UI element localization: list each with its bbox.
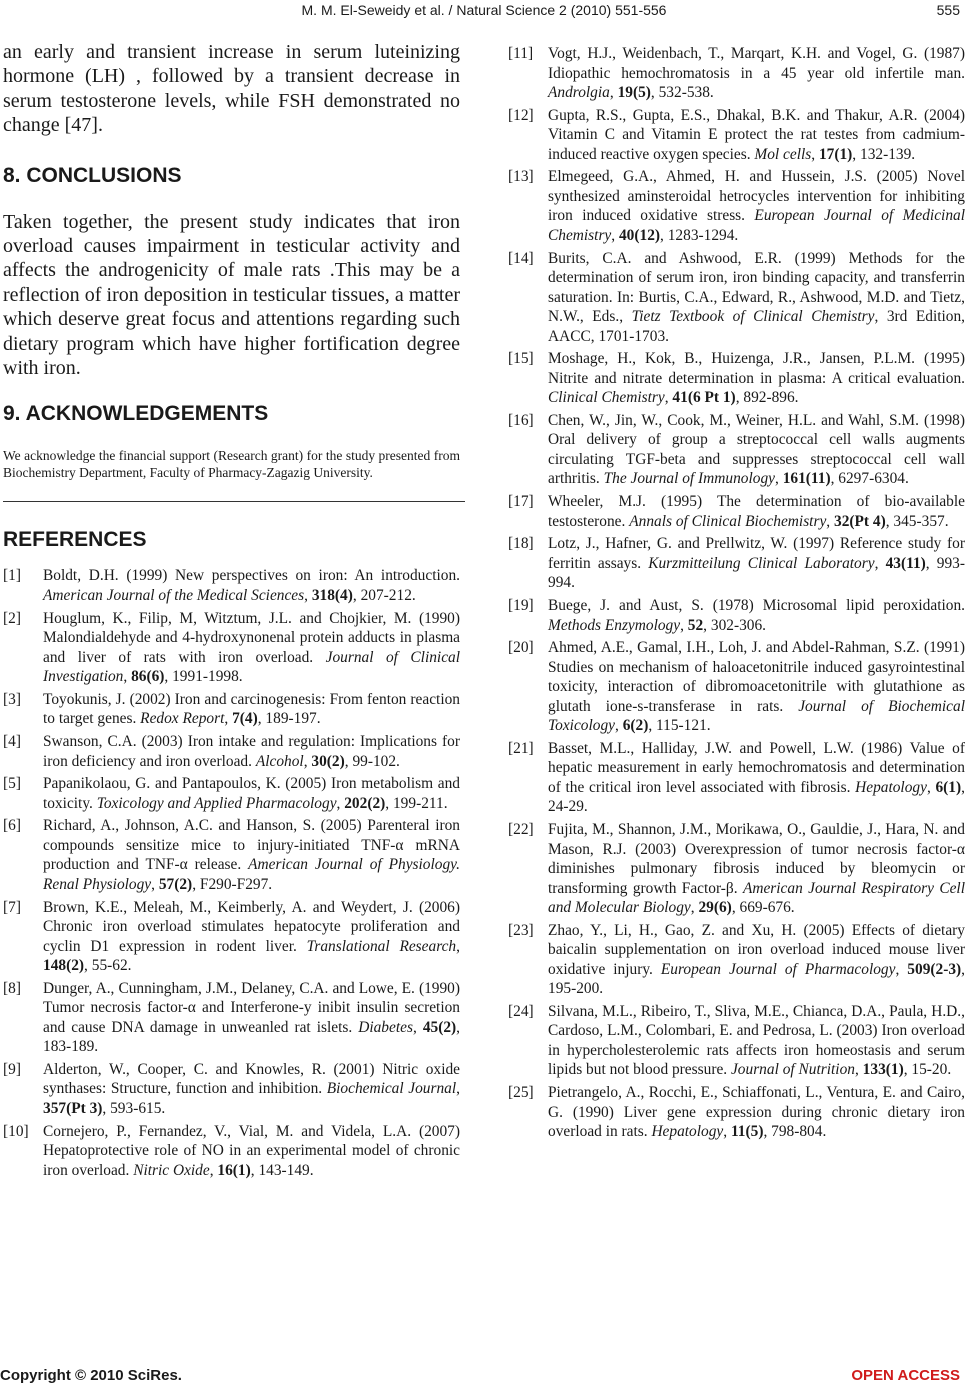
reference-authors-title: Wheeler, M.J. (1995) The determination of bio-available testosterone. bbox=[548, 493, 965, 530]
copyright-notice: Copyright © 2010 SciRes. bbox=[0, 1367, 182, 1384]
reference-pages: , 55-62. bbox=[84, 957, 132, 975]
reference-volume: 52 bbox=[687, 616, 704, 634]
reference-pages: , 6297-6304. bbox=[830, 470, 909, 488]
reference-number: [1] bbox=[3, 567, 21, 585]
reference-item bbox=[3, 566, 460, 605]
reference-authors-title: Alderton, W., Cooper, C. and Knowles, R. (2001) Nitric oxide synthases: Structure, function and inhibition. bbox=[43, 1060, 460, 1098]
reference-list-left bbox=[3, 566, 460, 1180]
reference-pages: , 195-200. bbox=[548, 960, 966, 998]
reference-volume: 45(2) bbox=[422, 1018, 457, 1036]
reference-number: [11] bbox=[508, 45, 534, 62]
reference-number: [20] bbox=[508, 639, 534, 657]
reference-item bbox=[508, 249, 965, 347]
reference-separator: , bbox=[456, 1080, 460, 1098]
reference-authors-title: Lotz, J., Hafner, G. and Prellwitz, W. (1997) Reference study for ferritin assays. bbox=[548, 535, 965, 572]
reference-item bbox=[508, 106, 965, 165]
reference-journal: Kurzmitteilung Clinical Laboratory bbox=[648, 554, 875, 572]
reference-journal: European Journal of Medicinal Chemistry bbox=[548, 207, 965, 244]
reference-pages: , 669-676. bbox=[731, 899, 795, 917]
reference-item bbox=[508, 44, 965, 103]
reference-item bbox=[3, 690, 460, 729]
reference-item bbox=[508, 596, 965, 635]
open-access-label: OPEN ACCESS bbox=[851, 1367, 960, 1384]
reference-authors-title: Boldt, D.H. (1999) New perspectives on iron: An introduction. bbox=[43, 567, 460, 585]
reference-pages: , 189-197. bbox=[257, 710, 321, 728]
reference-journal: Toxicology and Applied Pharmacology bbox=[96, 794, 337, 812]
reference-volume: 509(2-3) bbox=[907, 960, 962, 978]
reference-item bbox=[3, 732, 460, 771]
reference-item bbox=[508, 820, 965, 918]
reference-authors-title: Dunger, A., Cunningham, J.M., Delaney, C.A. and Lowe, E. (1990) Tumor necrosis factor-α and Interferone-y inibit insulin secretion and cause DNA damage in unweanled rat islets. bbox=[43, 979, 460, 1036]
reference-number: [15] bbox=[508, 350, 534, 368]
reference-volume: 41(6 Pt 1) bbox=[672, 389, 736, 407]
reference-journal: Clinical Chemistry bbox=[548, 389, 665, 407]
running-head-title: M. M. El-Seweidy et al. / Natural Science 2 (2010) 551-556 bbox=[301, 2, 667, 18]
reference-separator: , 3rd Edition, AACC, 1701-1703. bbox=[548, 308, 966, 345]
reference-journal: Tietz Textbook of Clinical Chemistry bbox=[631, 308, 875, 326]
right-column bbox=[508, 44, 965, 1145]
reference-volume: 29(6) bbox=[698, 899, 732, 917]
acknowledgements-heading: 9. ACKNOWLEDGEMENTS bbox=[3, 402, 269, 426]
reference-journal: Hepatology bbox=[651, 1123, 724, 1141]
reference-separator: , bbox=[224, 710, 233, 728]
reference-authors-title: Ahmed, A.E., Gamal, I.H., Loh, J. and Abdel-Rahman, S.Z. (1991) Studies on mechanism of haloacetonitrile induced gasyrointestinal toxicity, interaction of dibromoacetonitrile with glutathione as glutath ione-s-transferase in rats. bbox=[548, 639, 965, 715]
reference-volume: 17(1) bbox=[818, 145, 853, 163]
reference-separator: , bbox=[303, 752, 312, 770]
reference-authors-title: Zhao, Y., Li, H., Gao, Z. and Xu, H. (2005) Effects of dietary baicalin supplementation on iron overload induced mouse liver oxidative injury. bbox=[548, 921, 965, 978]
reference-number: [21] bbox=[508, 739, 534, 757]
reference-number: [24] bbox=[508, 1002, 534, 1020]
reference-authors-title: Brown, K.E., Meleah, M., Keimberly, A. and Weydert, J. (2006) Chronic iron overload stimulates hepatocyte proliferation and cyclin D1 expression in rodent liver. bbox=[43, 898, 460, 955]
reference-volume: 57(2) bbox=[158, 875, 193, 893]
reference-pages: , 532-538. bbox=[650, 84, 714, 101]
intro-paragraph: an early and transient increase in serum luteinizing hormone (LH) , followed by a transient decrease in serum testosterone levels, while FSH demonstrated no change [47]. bbox=[3, 41, 460, 137]
reference-separator: , bbox=[680, 616, 688, 634]
reference-pages: , 132-139. bbox=[852, 145, 916, 163]
reference-separator: , bbox=[123, 668, 132, 686]
reference-item bbox=[508, 1083, 965, 1142]
reference-volume: 6(1) bbox=[935, 778, 962, 796]
reference-list-right bbox=[508, 44, 965, 1142]
reference-journal: Journal of Biochemical Toxicology bbox=[548, 697, 965, 735]
reference-pages: , 892-896. bbox=[735, 389, 799, 407]
reference-item bbox=[508, 638, 965, 736]
reference-authors-title: Toyokunis, J. (2002) Iron and carcinogenesis: From fenton reaction to target genes. bbox=[43, 690, 460, 728]
reference-separator: , bbox=[304, 586, 312, 604]
reference-volume: 40(12) bbox=[618, 226, 661, 244]
reference-separator: , bbox=[723, 1123, 731, 1141]
reference-item bbox=[508, 349, 965, 408]
reference-number: [6] bbox=[3, 817, 21, 835]
reference-journal: Journal of Clinical Investigation bbox=[43, 648, 461, 686]
reference-pages: , F290-F297. bbox=[192, 875, 273, 893]
reference-journal: Translational Research bbox=[306, 937, 457, 955]
reference-authors-title: Moshage, H., Kok, B., Huizenga, J.R., Jansen, P.L.M. (1995) Nitrite and nitrate determination in plasma: A critical evaluation. bbox=[548, 350, 965, 387]
reference-separator: , bbox=[874, 554, 886, 572]
reference-item bbox=[508, 492, 965, 531]
reference-number: [18] bbox=[508, 535, 534, 553]
reference-pages: , 99-102. bbox=[344, 752, 400, 770]
reference-pages: , 993-994. bbox=[548, 554, 965, 592]
reference-number: [7] bbox=[3, 898, 21, 916]
conclusions-heading: 8. CONCLUSIONS bbox=[3, 163, 182, 187]
reference-authors-title: Pietrangelo, A., Rocchi, E., Schiaffonati, L., Ventura, E. and Cairo, G. (1990) Liver gene expression during chronic dietary iron overload in rats. bbox=[548, 1084, 965, 1141]
reference-number: [19] bbox=[508, 597, 534, 614]
reference-volume: 357(Pt 3) bbox=[43, 1099, 103, 1117]
reference-number: [16] bbox=[508, 411, 534, 429]
reference-pages: , 593-615. bbox=[102, 1099, 166, 1117]
reference-journal: American Journal of Physiology. Renal Physiology bbox=[43, 856, 460, 893]
reference-journal: American Journal of the Medical Sciences bbox=[43, 586, 305, 604]
reference-journal: Journal of Nutrition bbox=[730, 1061, 855, 1079]
reference-pages: , 183-189. bbox=[43, 1018, 461, 1056]
reference-pages: , 345-357. bbox=[885, 512, 949, 530]
reference-number: [8] bbox=[3, 979, 21, 997]
reference-volume: 11(5) bbox=[730, 1123, 764, 1141]
reference-journal: Nitric Oxide bbox=[133, 1161, 210, 1179]
reference-volume: 30(2) bbox=[311, 752, 345, 770]
reference-separator: , bbox=[611, 226, 619, 244]
reference-number: [23] bbox=[508, 921, 534, 939]
reference-authors-title: Silvana, M.L., Ribeiro, T., Sliva, M.E., Chianca, D.A., Paula, H.D., Cardoso, L.M., Colombari, E. and Pedrosa, L. (2003) Iron overload in hypercholesterolemic rats affects iron homeostasis and serum lipids but not blood pressure. bbox=[548, 1002, 965, 1079]
reference-number: [12] bbox=[508, 106, 534, 124]
reference-pages: , 15-20. bbox=[903, 1061, 952, 1079]
reference-number: [10] bbox=[3, 1122, 29, 1140]
reference-journal: The Journal of Immunology bbox=[603, 470, 775, 488]
reference-pages: , 115-121. bbox=[648, 717, 711, 735]
page-number: 555 bbox=[936, 2, 960, 18]
reference-volume: 133(1) bbox=[862, 1061, 904, 1079]
reference-authors-title: Houglum, K., Filip, M, Witztum, J.L. and Chojkier, M. (1990) Malondialdehyde and 4-hydroxynonenal protein adducts in plasma and liver of rats with iron overload. bbox=[43, 609, 460, 666]
reference-pages: , 24-29. bbox=[548, 778, 965, 816]
reference-volume: 7(4) bbox=[232, 710, 258, 728]
reference-number: [13] bbox=[508, 168, 534, 186]
reference-item bbox=[3, 1060, 460, 1119]
reference-authors-title: Vogt, H.J., Weidenbach, T., Marqart, K.H. and Vogel, G. (1987) Idiopathic hemochromatosis in a 45 year old infertile man. bbox=[548, 45, 965, 82]
reference-volume: 6(2) bbox=[622, 717, 649, 735]
reference-journal: Hepatology bbox=[855, 778, 927, 796]
reference-authors-title: Cornejero, P., Fernandez, V., Vial, M. and Videla, L.A. (2007) Hepatoprotective role of NO in an experimental model of chronic iron overload. bbox=[43, 1122, 460, 1179]
reference-separator: , bbox=[412, 1018, 423, 1036]
reference-journal: Mol cells bbox=[754, 145, 812, 163]
reference-authors-title: Swanson, C.A. (2003) Iron intake and regulation: Implications for iron deficiency and iron overload. bbox=[43, 733, 460, 770]
reference-authors-title: Fujita, M., Shannon, J.M., Morikawa, O., Gauldie, J., Hara, N. and Mason, R.J. (2003) Overexpression of tumor necrosis factor-α diminishes pulmonary fibrosis induced by bleomycin or transforming growth Factor-β. bbox=[548, 821, 965, 897]
reference-volume: 202(2) bbox=[344, 794, 386, 812]
reference-pages: , 199-211. bbox=[385, 794, 448, 812]
reference-journal: European Journal of Pharmacology bbox=[660, 960, 896, 978]
reference-journal: Redox Report bbox=[140, 710, 225, 728]
reference-item bbox=[3, 609, 460, 687]
reference-separator: , bbox=[775, 470, 783, 488]
reference-pages: , 143-149. bbox=[250, 1161, 314, 1179]
reference-number: [3] bbox=[3, 690, 21, 708]
reference-journal: Diabetes bbox=[358, 1018, 413, 1036]
reference-journal: Methods Enzymology bbox=[548, 616, 681, 634]
acknowledgements-paragraph: We acknowledge the financial support (Research grant) for the study presented from Biochemistry Department, Faculty of Pharmacy-Zagazig University. bbox=[3, 448, 460, 480]
reference-separator: , bbox=[664, 389, 673, 407]
reference-pages: , 207-212. bbox=[352, 586, 416, 604]
reference-volume: 148(2) bbox=[43, 957, 85, 975]
reference-journal: Biochemical Journal bbox=[326, 1080, 457, 1098]
reference-separator: , bbox=[826, 512, 834, 530]
reference-journal: Alcohol bbox=[255, 752, 304, 770]
reference-pages: , 302-306. bbox=[703, 616, 767, 634]
reference-journal: American Journal Respiratory Cell and Molecular Biology bbox=[548, 879, 965, 917]
reference-volume: 161(11) bbox=[782, 470, 831, 488]
reference-separator: , bbox=[811, 145, 819, 163]
reference-item bbox=[3, 1122, 460, 1181]
reference-separator: , bbox=[926, 778, 936, 796]
reference-volume: 86(6) bbox=[131, 668, 165, 686]
reference-pages: , 1991-1998. bbox=[164, 668, 243, 686]
reference-number: [9] bbox=[3, 1060, 21, 1078]
reference-number: [5] bbox=[3, 775, 21, 793]
reference-number: [2] bbox=[3, 609, 21, 627]
reference-item bbox=[3, 898, 460, 976]
reference-pages: , 1283-1294. bbox=[660, 226, 739, 244]
reference-authors-title: Gupta, R.S., Gupta, E.S., Dhakal, B.K. and Thakur, A.R. (2004) Vitamin C and Vitamin E protect the rat testes from cadmium-induced reactive oxygen species. bbox=[548, 106, 965, 163]
reference-item bbox=[508, 534, 965, 593]
reference-number: [22] bbox=[508, 821, 534, 839]
reference-authors-title: Richard, A., Johnson, A.C. and Hanson, S. (2005) Parenteral iron compounds sensitize mice to injury-initiated TNF-α mRNA production and TNF-α release. bbox=[43, 817, 460, 874]
reference-journal: Androlgia bbox=[548, 84, 610, 101]
reference-separator: , bbox=[895, 960, 908, 978]
reference-number: [4] bbox=[3, 733, 21, 751]
reference-authors-title: Papanikolaou, G. and Pantapoulos, K. (2005) Iron metabolism and toxicity. bbox=[43, 775, 460, 812]
reference-item bbox=[3, 774, 460, 813]
reference-volume: 19(5) bbox=[617, 84, 651, 101]
reference-separator: , bbox=[151, 875, 159, 893]
reference-volume: 43(11) bbox=[885, 554, 926, 572]
reference-authors-title: Elmegeed, G.A., Ahmed, H. and Hussein, J.S. (2005) Novel synthesized aminsteroidal hetrocycles intervention for inhibiting iron induced oxidative stress. bbox=[548, 168, 965, 225]
reference-item bbox=[508, 739, 965, 817]
reference-item bbox=[508, 411, 965, 489]
reference-item bbox=[3, 816, 460, 894]
reference-pages: , 798-804. bbox=[763, 1123, 827, 1141]
reference-separator: , bbox=[614, 717, 623, 735]
reference-separator: , bbox=[609, 84, 618, 101]
reference-authors-title: Buege, J. and Aust, S. (1978) Microsomal lipid peroxidation. bbox=[548, 597, 965, 614]
reference-separator: , bbox=[854, 1061, 863, 1079]
reference-item bbox=[3, 979, 460, 1057]
reference-journal: Annals of Clinical Biochemistry bbox=[629, 512, 827, 530]
reference-item bbox=[508, 921, 965, 999]
conclusions-paragraph: Taken together, the present study indicates that iron overload causes impairment in testicular activity and affects the androgenicity of male rats .This may be a reflection of iron deposition in testicular tissues, a matter which deserve great focus and attentions regarding such dietary program which have higher fortification degree with iron. bbox=[3, 210, 460, 380]
reference-separator: , bbox=[209, 1161, 218, 1179]
reference-number: [17] bbox=[508, 493, 534, 511]
reference-volume: 318(4) bbox=[311, 586, 353, 604]
reference-separator: , bbox=[690, 899, 699, 917]
references-heading: REFERENCES bbox=[3, 528, 147, 552]
reference-item bbox=[508, 1002, 965, 1080]
running-head bbox=[0, 2, 968, 22]
reference-authors-title: Basset, M.L., Halliday, J.W. and Powell, L.W. (1986) Value of hepatic measurement in early hemochromatosis and determination of the critical iron level associated with fibrosis. bbox=[548, 739, 965, 796]
left-column bbox=[3, 40, 460, 1183]
reference-volume: 32(Pt 4) bbox=[834, 512, 886, 530]
reference-volume: 16(1) bbox=[217, 1161, 251, 1179]
reference-number: [14] bbox=[508, 249, 534, 267]
reference-authors-title: Chen, W., Jin, W., Cook, M., Weiner, H.L. and Wahl, S.M. (1998) Oral delivery of group a streptococcal cell walls augments circulating TGF-beta and suppresses streptococcal cell wall arthritis. bbox=[548, 411, 965, 488]
reference-item bbox=[508, 167, 965, 245]
reference-number: [25] bbox=[508, 1084, 534, 1102]
reference-separator: , bbox=[336, 794, 345, 812]
reference-authors-title: Burits, C.A. and Ashwood, E.R. (1999) Methods for the determination of serum iron, iron binding capacity, and transferrin saturation. In: Burtis, C.A., Edward, R., Ashwood, M.D. and Tietz, N.W., Eds., bbox=[548, 249, 965, 326]
reference-separator: , bbox=[456, 937, 460, 955]
